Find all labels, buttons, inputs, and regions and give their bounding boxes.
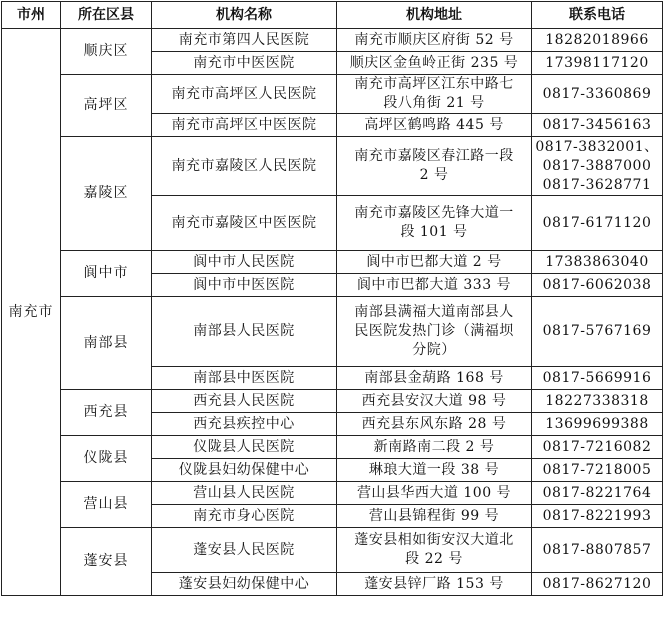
phone-cell: 0817-3360869: [532, 75, 663, 114]
city-cell: 南充市: [2, 29, 61, 596]
district-cell: 高坪区: [61, 75, 152, 137]
address-cell: 高坪区鹤鸣路 445 号: [337, 114, 532, 137]
table-row: [2, 137, 663, 196]
district-cell: 营山县: [61, 482, 152, 528]
header-institution-address: 机构地址: [337, 2, 532, 29]
institution-name-cell: 南充市中医医院: [152, 52, 337, 75]
phone-cell: 13699699388: [532, 413, 663, 436]
address-cell: 蓬安县锌厂路 153 号: [337, 573, 532, 596]
institution-name-cell: 仪陇县人民医院: [152, 436, 337, 459]
institution-name-cell: 南充市嘉陵区人民医院: [152, 137, 337, 196]
address-cell: 西充县安汉大道 98 号: [337, 390, 532, 413]
address-cell: 营山县锦程街 99 号: [337, 505, 532, 528]
address-cell: 南部县金葫路 168 号: [337, 367, 532, 390]
table-row: [2, 390, 663, 413]
phone-cell: 18227338318: [532, 390, 663, 413]
district-cell: 蓬安县: [61, 528, 152, 596]
institution-name-cell: 蓬安县人民医院: [152, 528, 337, 573]
phone-cell: 0817-7218005: [532, 459, 663, 482]
table-row: [2, 528, 663, 573]
address-cell: 琳琅大道一段 38 号: [337, 459, 532, 482]
institution-name-cell: 南部县人民医院: [152, 297, 337, 367]
phone-cell: 0817-5767169: [532, 297, 663, 367]
table-row: [2, 482, 663, 505]
hospital-directory: [1, 1, 663, 596]
table-row: [2, 251, 663, 274]
address-cell: 阆中市巴都大道 333 号: [337, 274, 532, 297]
phone-cell: 17398117120: [532, 52, 663, 75]
institution-name-cell: 西充县疾控中心: [152, 413, 337, 436]
address-cell: 新南路南二段 2 号: [337, 436, 532, 459]
institution-name-cell: 西充县人民医院: [152, 390, 337, 413]
phone-cell: 0817-8807857: [532, 528, 663, 573]
institution-name-cell: 营山县人民医院: [152, 482, 337, 505]
header-city: 市州: [2, 2, 61, 29]
district-cell: 仪陇县: [61, 436, 152, 482]
address-cell: 南充市嘉陵区先锋大道一 段 101 号: [337, 196, 532, 251]
district-cell: 顺庆区: [61, 29, 152, 75]
address-cell: 南部县满福大道南部县人 民医院发热门诊（满福坝 分院）: [337, 297, 532, 367]
institution-name-cell: 阆中市中医医院: [152, 274, 337, 297]
address-cell: 西充县东风东路 28 号: [337, 413, 532, 436]
address-cell: 南充市高坪区江东中路七 段八角街 21 号: [337, 75, 532, 114]
phone-cell: 0817-8221993: [532, 505, 663, 528]
institution-name-cell: 蓬安县妇幼保健中心: [152, 573, 337, 596]
district-cell: 嘉陵区: [61, 137, 152, 251]
table-row: [2, 297, 663, 367]
header-institution-name: 机构名称: [152, 2, 337, 29]
hospital-table: [1, 1, 663, 596]
institution-name-cell: 南充市第四人民医院: [152, 29, 337, 52]
header-phone: 联系电话: [532, 2, 663, 29]
table-row: [2, 29, 663, 52]
district-cell: 南部县: [61, 297, 152, 390]
phone-cell: 0817-8221764: [532, 482, 663, 505]
address-cell: 南充市顺庆区府街 52 号: [337, 29, 532, 52]
address-cell: 南充市嘉陵区春江路一段 2 号: [337, 137, 532, 196]
header-row: [2, 2, 663, 29]
institution-name-cell: 南部县中医医院: [152, 367, 337, 390]
phone-cell: 0817-6171120: [532, 196, 663, 251]
phone-cell: 17383863040: [532, 251, 663, 274]
address-cell: 顺庆区金鱼岭正街 235 号: [337, 52, 532, 75]
address-cell: 阆中市巴都大道 2 号: [337, 251, 532, 274]
header-district: 所在区县: [61, 2, 152, 29]
institution-name-cell: 阆中市人民医院: [152, 251, 337, 274]
district-cell: 西充县: [61, 390, 152, 436]
institution-name-cell: 仪陇县妇幼保健中心: [152, 459, 337, 482]
institution-name-cell: 南充市嘉陵区中医医院: [152, 196, 337, 251]
institution-name-cell: 南充市高坪区中医医院: [152, 114, 337, 137]
address-cell: 营山县华西大道 100 号: [337, 482, 532, 505]
institution-name-cell: 南充市高坪区人民医院: [152, 75, 337, 114]
phone-cell: 0817-3456163: [532, 114, 663, 137]
phone-cell: 0817-7216082: [532, 436, 663, 459]
phone-cell: 0817-8627120: [532, 573, 663, 596]
phone-cell: 0817-3832001、 0817-3887000 0817-3628771: [532, 137, 663, 196]
phone-cell: 0817-6062038: [532, 274, 663, 297]
address-cell: 蓬安县相如街安汉大道北 段 22 号: [337, 528, 532, 573]
phone-cell: 0817-5669916: [532, 367, 663, 390]
district-cell: 阆中市: [61, 251, 152, 297]
table-row: [2, 436, 663, 459]
phone-cell: 18282018966: [532, 29, 663, 52]
table-body: [2, 29, 663, 596]
table-row: [2, 75, 663, 114]
institution-name-cell: 南充市身心医院: [152, 505, 337, 528]
